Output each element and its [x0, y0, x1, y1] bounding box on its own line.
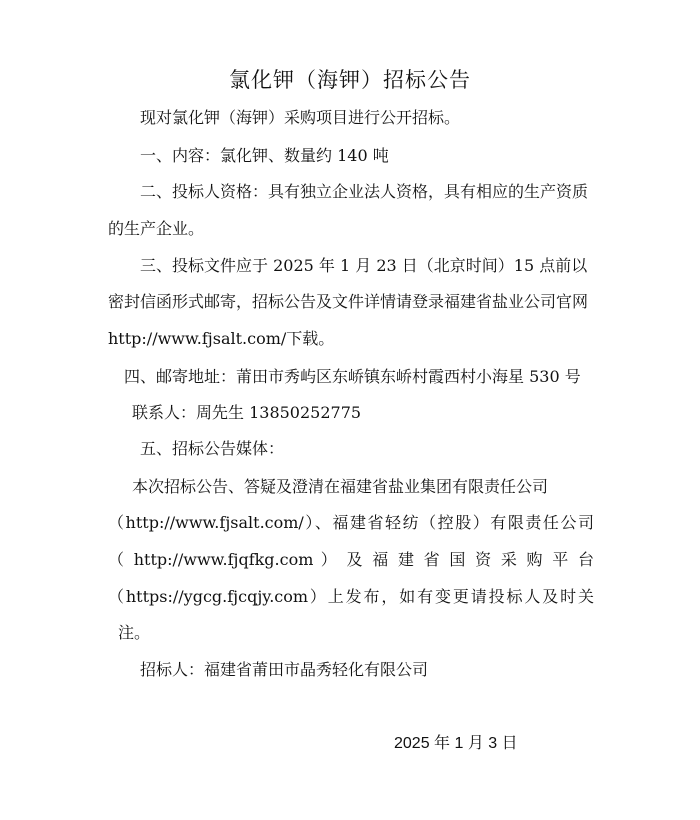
section-qualification-line1: 二、投标人资格：具有独立企业法人资格，具有相应的生产资质 [140, 182, 589, 201]
section-media-heading: 五、招标公告媒体： [140, 439, 285, 458]
section-media-line3: （ http://www.fjqfkg.com ） 及 福 建 省 国 资 采 购 平 台 [108, 550, 594, 569]
tenderer-name: 招标人：福建省莆田市晶秀轻化有限公司 [140, 660, 429, 679]
section-submission-line2: 密封信函形式邮寄，招标公告及文件详情请登录福建省盐业公司官网 [108, 292, 589, 311]
section-submission-url: http://www.fjsalt.com/下载。 [108, 329, 335, 348]
section-media-line2: （http://www.fjsalt.com/）、福建省轻纺（控股）有限责任公司 [108, 513, 594, 532]
section-media-line4: （https://ygcg.fjcqjy.com）上发布，如有变更请投标人及时关 [108, 587, 594, 606]
contact-person: 联系人：周先生 13850252775 [132, 403, 362, 422]
section-mailing-address: 四、邮寄地址：莆田市秀屿区东峤镇东峤村霞西村小海星 530 号 [124, 367, 581, 386]
document-date: 2025 年 1 月 3 日 [394, 735, 518, 752]
section-content: 一、内容：氯化钾、数量约 140 吨 [140, 146, 389, 165]
section-qualification-line2: 的生产企业。 [108, 219, 205, 238]
section-media-line5: 注。 [118, 623, 151, 642]
intro-paragraph: 现对氯化钾（海钾）采购项目进行公开招标。 [140, 108, 461, 127]
section-submission-line1: 三、投标文件应于 2025 年 1 月 23 日（北京时间）15 点前以 [140, 256, 588, 275]
section-media-line1: 本次招标公告、答疑及澄清在福建省盐业集团有限责任公司 [132, 477, 549, 496]
document-title: 氯化钾（海钾）招标公告 [229, 68, 471, 92]
